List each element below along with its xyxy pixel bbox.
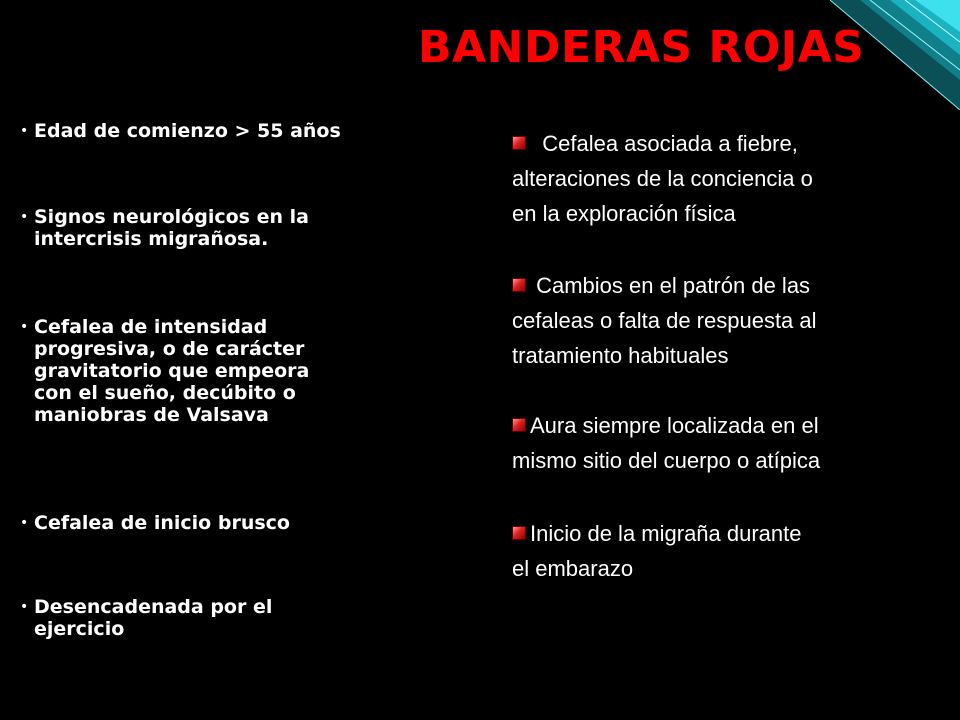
red-square-bullet-icon <box>512 136 526 150</box>
left-item-text: Desencadenada por el ejercicio <box>34 596 273 640</box>
bullet-dot: • <box>20 319 29 335</box>
red-square-bullet-icon <box>512 418 526 432</box>
bullet-dot: • <box>20 123 29 139</box>
right-item-rest: cefaleas o falta de respuesta al tratamiento habituales <box>512 308 817 368</box>
slide-title: BANDERAS ROJAS <box>418 22 865 73</box>
left-list-item <box>20 316 460 426</box>
right-list-item <box>512 516 960 586</box>
left-item-text: Signos neurológicos en la intercrisis migrañosa. <box>34 206 309 250</box>
bullet-dot: • <box>20 209 29 225</box>
right-list-item <box>512 408 960 478</box>
red-square-bullet-icon <box>512 526 526 540</box>
red-square-bullet-icon <box>512 278 526 292</box>
right-item-rest: mismo sitio del cuerpo o atípica <box>512 448 821 473</box>
right-item-first-line: Aura siempre localizada en el <box>530 413 819 438</box>
right-item-first-line: Cambios en el patrón de las <box>530 273 811 298</box>
left-item-text: Edad de comienzo > 55 años <box>34 120 341 142</box>
bullet-dot: • <box>20 599 29 615</box>
right-item-rest: alteraciones de la conciencia o en la exploración física <box>512 166 813 226</box>
left-list-item <box>20 206 460 250</box>
right-list-item <box>512 268 960 373</box>
right-item-first-line: Inicio de la migraña durante <box>530 521 802 546</box>
left-item-text: Cefalea de intensidad progresiva, o de carácter gravitatorio que empeora con el sueño, decúbito o maniobras de Valsava <box>34 316 310 426</box>
left-list-item <box>20 120 460 142</box>
right-item-first-line: Cefalea asociada a fiebre, <box>530 131 798 156</box>
right-list-item <box>512 126 960 231</box>
right-item-rest: el embarazo <box>512 556 634 581</box>
left-list-item <box>20 596 460 640</box>
bullet-dot: • <box>20 515 29 531</box>
left-item-text: Cefalea de inicio brusco <box>34 512 290 534</box>
left-list-item <box>20 512 460 534</box>
